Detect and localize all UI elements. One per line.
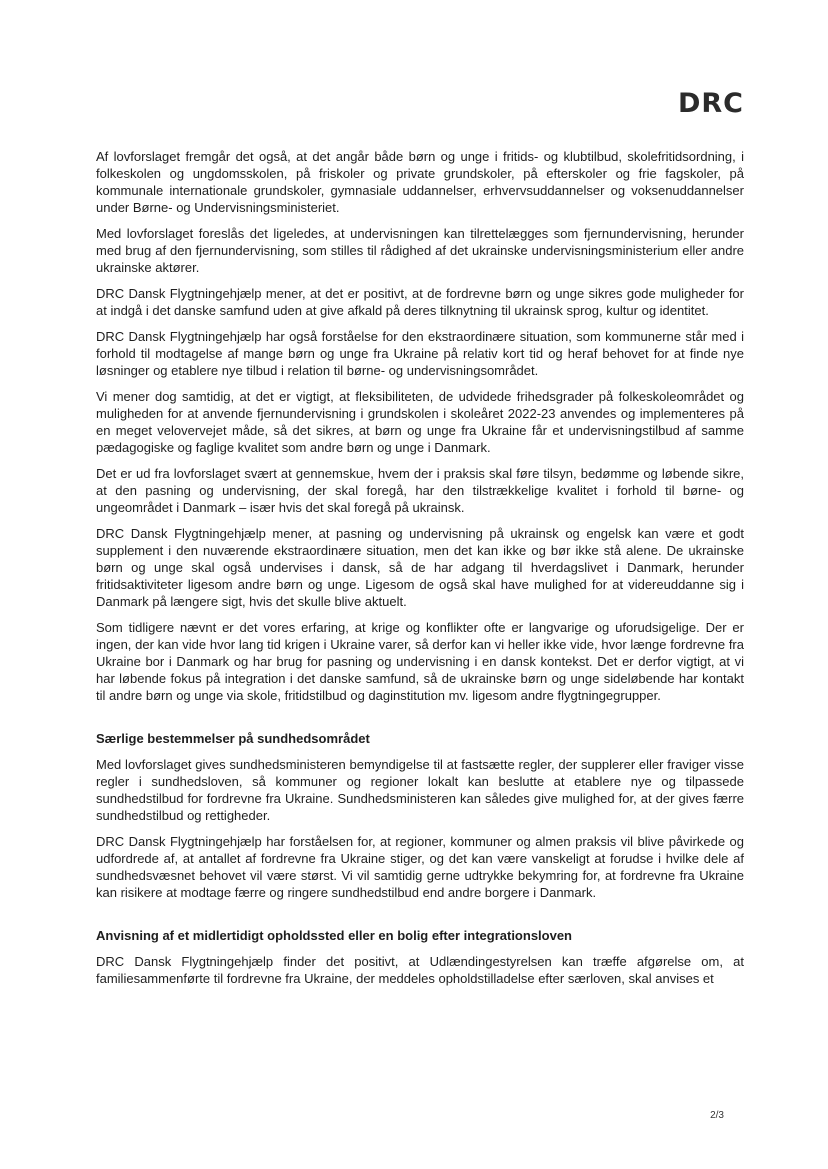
paragraph: Vi mener dog samtidig, at det er vigtigt, at fleksibiliteten, de udvidede frihedsgrader på folkeskoleområdet og muligheden for at anvende fjernundervisning i grundskolen i skoleåret 2022-23 anvendes og implementeres på en meget velovervejet måde, så det sikres, at børn og unge fra Ukraine får et undervisningstilbud af samme pædagogiske og faglige kvalitet som andre børn og unge i Danmark. bbox=[96, 389, 744, 455]
paragraph: Med lovforslaget gives sundhedsministeren bemyndigelse til at fastsætte regler, der supplerer eller fraviger visse regler i sundhedsloven, så kommuner og regioner lokalt kan beslutte at etablere nye og tilpassede sundhedstilbud for fordrevne fra Ukraine. Sundhedsministeren kan således give mulighed for, at der gives færre sundhedstilbud og rettigheder. bbox=[96, 757, 744, 823]
section-heading-housing: Anvisning af et midlertidigt opholdssted eller en bolig efter integrationsloven bbox=[96, 928, 572, 943]
paragraph: DRC Dansk Flygtningehjælp har også forståelse for den ekstraordinære situation, som kommunerne står med i forhold til modtagelse af mange børn og unge fra Ukraine på relativ kort tid og heraf behovet for at finde nye løsninger og etablere nye tilbud i relation til børne- og undervisningsområdet. bbox=[96, 329, 744, 378]
paragraph: DRC Dansk Flygtningehjælp har forståelsen for, at regioner, kommuner og almen praksis vil blive påvirkede og udfordrede af, at antallet af fordrevne fra Ukraine stiger, og det kan være vanskeligt at forudse i hvilke dele af sundhedsvæsnet behovet vil være størst. Vi vil samtidig gerne udtrykke bekymring for, at fordrevne fra Ukraine kan risikere at modtage færre og ringere sundhedstilbud end andre borgere i Danmark. bbox=[96, 834, 744, 900]
paragraph: Af lovforslaget fremgår det også, at det angår både børn og unge i fritids- og klubtilbud, skolefritidsordning, i folkeskolen og ungdomsskolen, på friskoler og private grundskoler, på efterskoler og frie fagskoler, på kommunale internationale grundskoler, gymnasiale uddannelser, erhvervsuddannelser og voksenuddannelser under Børne- og Undervisningsministeriet. bbox=[96, 149, 744, 215]
document-body bbox=[96, 148, 744, 996]
paragraph: DRC Dansk Flygtningehjælp mener, at pasning og undervisning på ukrainsk og engelsk kan være et godt supplement i den nuværende ekstraordinære situation, men det kan ikke og bør ikke stå alene. De ukrainske børn og unge skal også undervises i dansk, så de har adgang til hverdagslivet i Danmark, herunder fritidsaktiviteter ligesom andre børn og unge. Ligesom de også skal have mulighed for at videreuddanne sig i Danmark på længere sigt, hvis det skulle blive aktuelt. bbox=[96, 526, 744, 609]
paragraph: Med lovforslaget foreslås det ligeledes, at undervisningen kan tilrettelægges som fjernundervisning, herunder med brug af den fjernundervisning, som stilles til rådighed af det ukrainske undervisningsministerium eller andre ukrainske aktører. bbox=[96, 226, 744, 275]
paragraph: Som tidligere nævnt er det vores erfaring, at krige og konflikter ofte er langvarige og uforudsigelige. Der er ingen, der kan vide hvor lang tid krigen i Ukraine varer, så derfor kan vi heller ikke vide, hvor længe fordrevne fra Ukraine bor i Danmark og har brug for pasning og undervisning i en dansk kontekst. Det er derfor vigtigt, at vi har løbende fokus på integration i det danske samfund, så de ukrainske børn og unge sideløbende har kontakt til andre børn og unge via skole, fritidstilbud og daginstitution mv. ligesom andre flygtningegrupper. bbox=[96, 620, 744, 703]
paragraph: DRC Dansk Flygtningehjælp mener, at det er positivt, at de fordrevne børn og unge sikres gode muligheder for at indgå i det danske samfund uden at give afkald på deres tilknytning til ukrainsk sprog, kultur og identitet. bbox=[96, 286, 744, 318]
page-number: 2/3 bbox=[710, 1110, 724, 1121]
paragraph: Det er ud fra lovforslaget svært at gennemskue, hvem der i praksis skal føre tilsyn, bedømme og løbende sikre, at den pasning og undervisning, der skal foregå, har den tilstrækkelige kvalitet i forhold til børne- og ungeområdet i Danmark – især hvis det skal foregå på ukrainsk. bbox=[96, 466, 744, 515]
paragraph: DRC Dansk Flygtningehjælp finder det positivt, at Udlændingestyrelsen kan træffe afgørelse om, at familiesammenførte til fordrevne fra Ukraine, der meddeles opholdstilladelse efter særloven, skal anvises et bbox=[96, 954, 744, 986]
section-heading-health: Særlige bestemmelser på sundhedsområdet bbox=[96, 731, 370, 746]
drc-logo: DRC bbox=[677, 88, 744, 119]
